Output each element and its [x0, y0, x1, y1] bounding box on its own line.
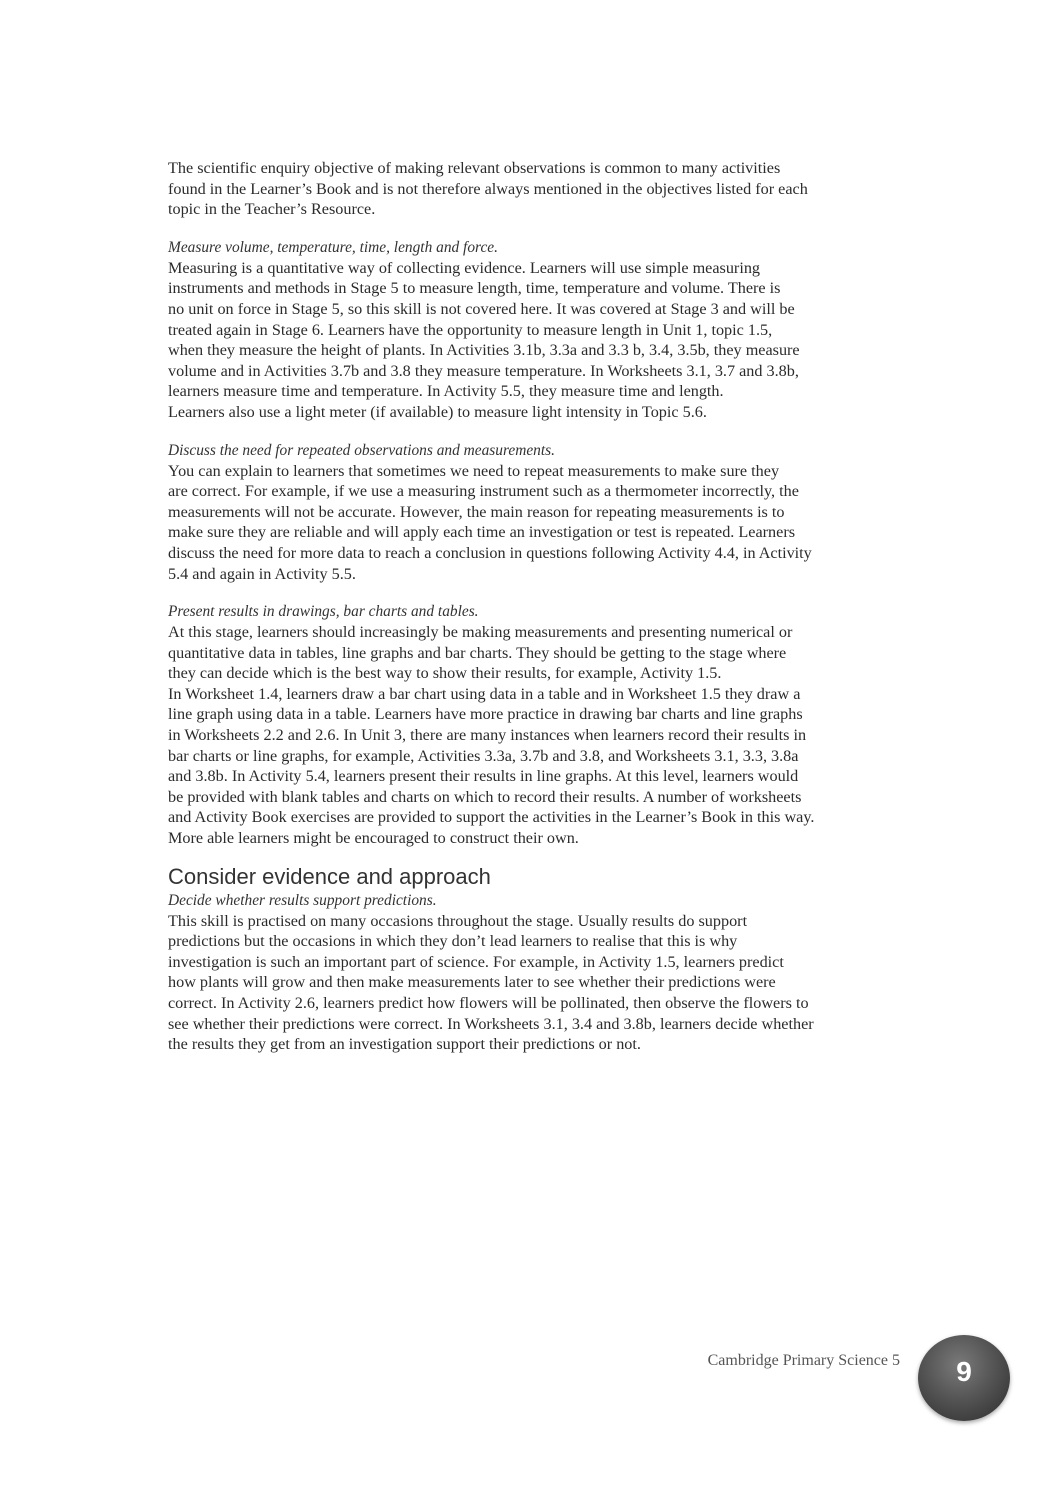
body-line: and 3.8b. In Activity 5.4, learners present their results in line graphs. At this level, learners would [168, 767, 799, 786]
body-line: learners measure time and temperature. In Activity 5.5, they measure time and length. [168, 382, 724, 401]
body-line: in Worksheets 2.2 and 2.6. In Unit 3, there are many instances when learners record their results in [168, 726, 807, 745]
section-repeated [168, 441, 896, 585]
section-present [168, 602, 896, 849]
body-line: and Activity Book exercises are provided to support the activities in the Learner’s Book in this way. [168, 808, 815, 827]
body-line: correct. In Activity 2.6, learners predict how flowers will be pollinated, then observe the flowers to [168, 994, 809, 1012]
intro-line: found in the Learner’s Book and is not therefore always mentioned in the objectives listed for each [168, 179, 808, 198]
body-line: instruments and methods in Stage 5 to measure length, time, temperature and volume. There is [168, 279, 781, 298]
body-line: At this stage, learners should increasingly be making measurements and presenting numerical or [168, 623, 793, 642]
section-subheading: Decide whether results support predictions. [168, 891, 437, 909]
body-line: line graph using data in a table. Learners have more practice in drawing bar charts and line graphs [168, 705, 803, 724]
body-line: they can decide which is the best way to show their results, for example, Activity 1.5. [168, 664, 722, 683]
body-line: More able learners might be encouraged to construct their own. [168, 829, 579, 848]
section-subheading: Present results in drawings, bar charts and tables. [168, 603, 479, 621]
page-number: 9 [956, 1356, 972, 1387]
body-line: discuss the need for more data to reach a conclusion in questions following Activity 4.4, in Activity [168, 543, 812, 562]
body-line: no unit on force in Stage 5, so this skill is not covered here. It was covered at Stage 3 and will be [168, 299, 795, 318]
section-consider [168, 863, 896, 1055]
body-line: measurements will not be accurate. However, the main reason for repeating measurements is to [168, 502, 785, 521]
body-line: the results they get from an investigation support their predictions or not. [168, 1035, 641, 1054]
body-line: quantitative data in tables, line graphs and bar charts. They should be getting to the stage where [168, 643, 787, 662]
body-line: investigation is such an important part of science. For example, in Activity 1.5, learners predict [168, 952, 784, 971]
body-line: volume and in Activities 3.7b and 3.8 they measure temperature. In Worksheets 3.1, 3.7 and 3.8b, [168, 361, 799, 380]
footer-book-title: Cambridge Primary Science 5 [707, 1352, 900, 1369]
intro-line: The scientific enquiry objective of making relevant observations is common to many activities [168, 159, 781, 177]
body-line: when they measure the height of plants. In Activities 3.1b, 3.3a and 3.3 b, 3.4, 3.5b, they measure [168, 341, 800, 360]
body-line: be provided with blank tables and charts on which to record their results. A number of worksheets [168, 787, 802, 806]
body-line: This skill is practised on many occasions throughout the stage. Usually results do support [168, 911, 748, 930]
page-number-badge [918, 1335, 1010, 1421]
body-line: You can explain to learners that sometimes we need to repeat measurements to make sure they [168, 461, 780, 480]
body-line: bar charts or line graphs, for example, Activities 3.3a, 3.7b and 3.8, and Worksheets 3.1, 3.3, 3.8a [168, 746, 799, 765]
body-line: Learners also use a light meter (if available) to measure light intensity in Topic 5.6. [168, 402, 707, 421]
section-measure [168, 238, 896, 423]
body-line: In Worksheet 1.4, learners draw a bar chart using data in a table and in Worksheet 1.5 they draw a [168, 684, 801, 703]
body-line: are correct. For example, if we use a measuring instrument such as a thermometer incorrectly, the [168, 482, 799, 501]
body-line: see whether their predictions were correct. In Worksheets 3.1, 3.4 and 3.8b, learners decide whether [168, 1014, 814, 1033]
section-subheading: Measure volume, temperature, time, length and force. [168, 238, 498, 256]
body-line: 5.4 and again in Activity 5.5. [168, 564, 356, 583]
section-subheading: Discuss the need for repeated observations and measurements. [168, 441, 555, 459]
body-line: Measuring is a quantitative way of collecting evidence. Learners will use simple measuring [168, 258, 761, 277]
intro-line: topic in the Teacher’s Resource. [168, 200, 376, 219]
body-line: how plants will grow and then make measurements later to see whether their predictions were [168, 973, 776, 992]
body-line: predictions but the occasions in which they don’t lead learners to realise that this is why [168, 932, 738, 951]
page-body [168, 158, 896, 1055]
section-heading: Consider evidence and approach [168, 863, 491, 889]
intro-paragraph [168, 158, 896, 220]
body-line: treated again in Stage 6. Learners have the opportunity to measure length in Unit 1, topic 1.5, [168, 320, 773, 339]
body-line: make sure they are reliable and will apply each time an investigation or test is repeated. Learners [168, 523, 796, 542]
